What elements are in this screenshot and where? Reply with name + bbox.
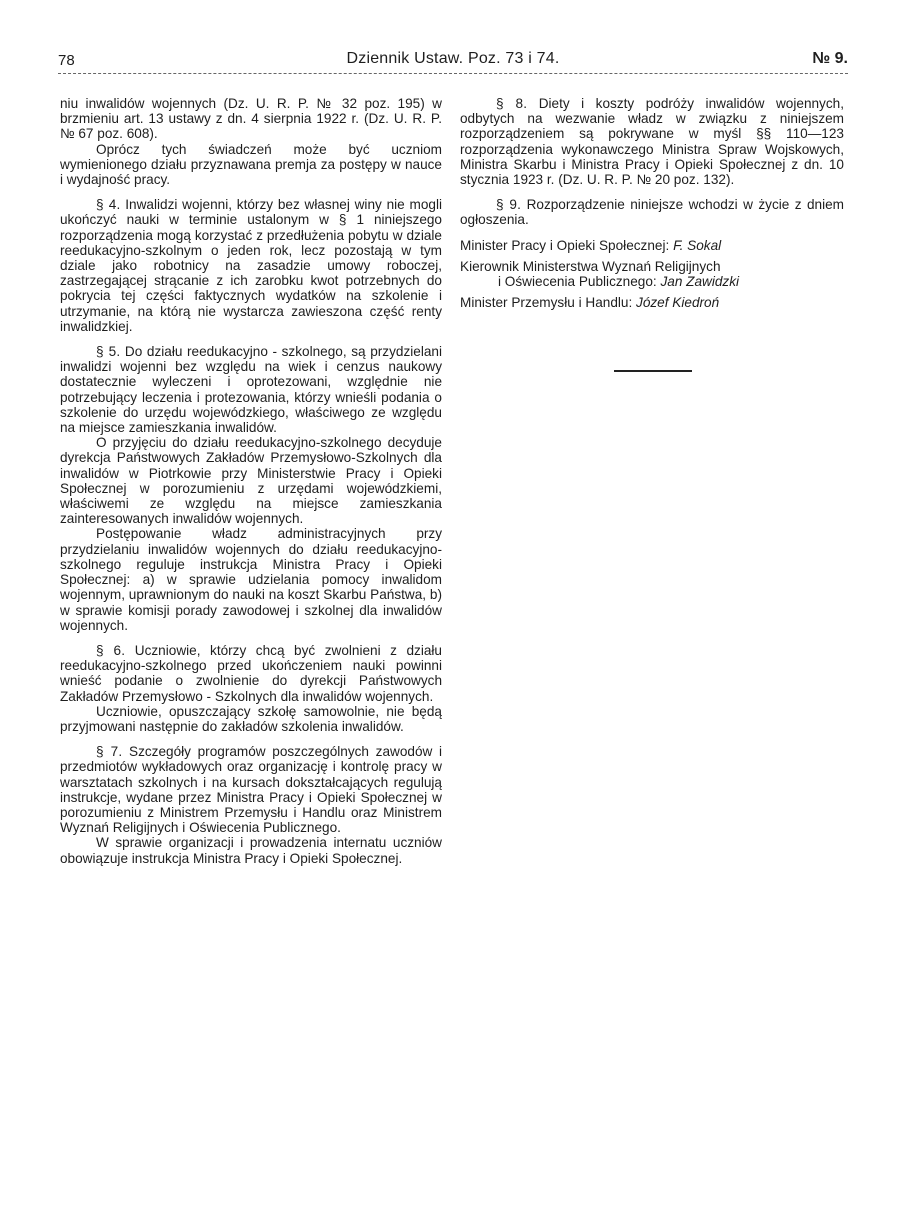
end-rule bbox=[614, 370, 692, 372]
paragraph: niu inwalidów wojennych (Dz. U. R. P. № 32 poz. 195) w brzmieniu art. 13 ustawy z dn. 4 sierpnia 1922 r. (Dz. U. R. P. № 67 poz. 608). bbox=[60, 96, 442, 142]
section-number: § 9. bbox=[496, 197, 522, 213]
section-8: § 8. Diety i koszty podróży inwalidów wojennych, odbytych na wezwanie władz w związku z niniejszem rozporządzeniem są pokrywane w myśl §§ 110—123 rozporządzenia wykonawczego Ministra Spraw Wojskowych, Ministra Skarbu i Ministra Pracy i Opieki Społecznej z dn. 10 stycznia 1923 r. (Dz. U. R. P. № 20 poz. 132). bbox=[460, 96, 844, 188]
signature-minister-industry bbox=[460, 295, 844, 310]
section-5: § 5. Do działu reedukacyjno - szkolnego, są przydzielani inwalidzi wojenni bez względu na wiek i cenzus naukowy dostatecznie wyleczeni i oprotezowani, względnie nie potrzebujący leczenia i protezowania, którzy wnieśli podania o szkolenie do urzędu wojewódzkiego, właściwego ze względu na miejsce zamieszkania inwalidów. bbox=[60, 344, 442, 436]
signature-role: Minister Pracy i Opieki Społecznej: bbox=[460, 237, 670, 253]
page-header bbox=[58, 50, 848, 72]
section-9: § 9. Rozporządzenie niniejsze wchodzi w życie z dniem ogłoszenia. bbox=[460, 197, 845, 228]
section-number: § 7. bbox=[96, 744, 123, 760]
journal-title: Dziennik Ustaw. Poz. 73 i 74. bbox=[346, 50, 560, 67]
paragraph: Uczniowie, opuszczający szkołę samowolnie, nie będą przyjmowani następnie do zakładów szkolenia inwalidów. bbox=[60, 703, 442, 734]
section-4: § 4. Inwalidzi wojenni, którzy bez własnej winy nie mogli ukończyć nauki w terminie ustalonym w § 1 niniejszego rozporządzenia mogą korzystać z przedłużenia pobytu w dziale reedukacyjno-szkolnym o jeden rok, lecz pozostają w tym dziale jako robotnicy na zasadzie umowy roboczej, zastrzegającej strącanie z ich zarobku kwot potrzebnych do pokrycia tej części faktycznych wydatków na szkolenie i utrzymanie, na którą nie wystarcza zawieszona część renty inwalidzkiej. bbox=[60, 197, 442, 334]
paragraph: Oprócz tych świadczeń może być uczniom wymienionego działu przyznawana premja za postępy w nauce i wydajność pracy. bbox=[60, 141, 442, 188]
signature-minister-labour bbox=[460, 238, 844, 253]
header-rule bbox=[58, 73, 848, 74]
page-number: 78 bbox=[58, 52, 75, 69]
signature-name: Jan Zawidzki bbox=[660, 274, 740, 290]
right-column bbox=[460, 96, 844, 310]
signature-role: Minister Przemysłu i Handlu: bbox=[460, 295, 633, 311]
section-number: § 8. bbox=[496, 96, 528, 111]
signature-role-continued: i Oświecenia Publicznego: bbox=[498, 274, 657, 290]
section-6: § 6. Uczniowie, którzy chcą być zwolnieni z działu reedukacyjno-szkolnego przed ukończeniem nauki powinni wnieść podanie o zwolnienie do dyrekcji Państwowych Zakładów Przemysłowo - Szkolnych dla inwalidów wojennych. bbox=[60, 642, 442, 704]
paragraph: Postępowanie władz administracyjnych przy przydzielaniu inwalidów wojennych do działu reedukacyjno-szkolnego reguluje instrukcja Ministra Pracy i Opieki Społecznej: a) w sprawie udzielania pomocy inwalidom wojennym, uprawnionym do nauki na koszt Skarbu Państwa, b) w sprawie komisji porady zawodowej i szkolnej dla inwalidów wojennych. bbox=[60, 526, 442, 633]
paragraph: W sprawie organizacji i prowadzenia internatu uczniów obowiązuje instrukcja Ministra Pracy i Opieki Społecznej. bbox=[60, 835, 442, 866]
section-7: § 7. Szczegóły programów poszczególnych zawodów i przedmiotów wykładowych oraz organizację i kontrolę pracy w warsztatach szkolnych i na kursach dokształcających regulują instrukcje, wydane przez Ministra Pracy i Opieki Społecznej w porozumieniu z Ministrem Przemysłu i Handlu oraz Ministrem Wyznań Religijnych i Oświecenia Publicznego. bbox=[60, 744, 442, 836]
signature-name: F. Sokal bbox=[673, 237, 722, 253]
paragraph: O przyjęciu do działu reedukacyjno-szkolnego decyduje dyrekcja Państwowych Zakładów Przemysłowo-Szkolnych dla inwalidów w Piotrkowie przy Ministerstwie Pracy i Opieki Społecznej w porozumieniu z urzędami wojewódzkiemi, właściwemi ze względu na miejsce zamieszkania zainteresowanych inwalidów wojennych. bbox=[60, 435, 442, 527]
signature-role: Kierownik Ministerstwa Wyznań Religijnych bbox=[460, 258, 721, 274]
section-number: § 4. bbox=[96, 197, 121, 213]
issue-number: № 9. bbox=[812, 50, 848, 67]
signature-director-religion bbox=[460, 259, 844, 289]
left-column bbox=[60, 96, 442, 866]
section-number: § 6. bbox=[96, 642, 126, 658]
signature-name: Józef Kiedroń bbox=[636, 295, 720, 311]
section-number: § 5. bbox=[96, 344, 121, 360]
